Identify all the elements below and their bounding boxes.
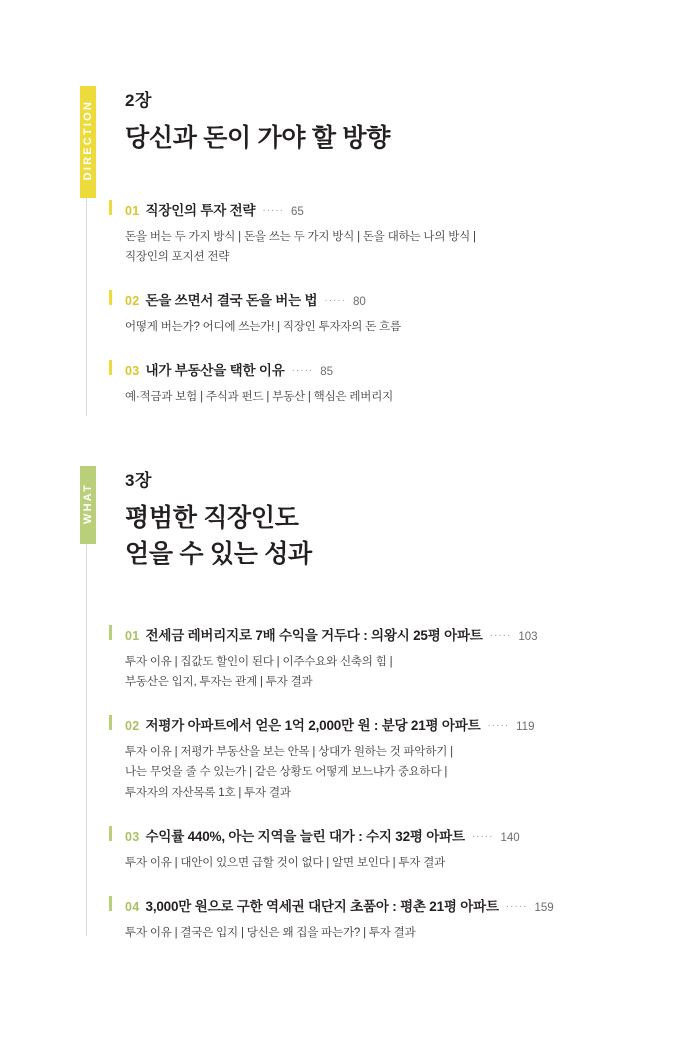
entry-number: 02 <box>125 293 140 308</box>
chapter-section-2 <box>78 86 635 407</box>
entry-page-number: 159 <box>534 901 554 914</box>
entry-number: 02 <box>125 719 140 734</box>
entry-subtopics <box>125 387 635 407</box>
entry-title[interactable]: 직장인의 투자 전략 <box>145 202 256 218</box>
entry-leader-dots: ····· <box>262 204 285 216</box>
side-tag-label: WHAT <box>81 482 94 524</box>
entry-title[interactable]: 저평가 아파트에서 얻은 1억 2,000만 원 : 분당 21평 아파트 <box>145 718 481 734</box>
chapter-entries <box>125 624 635 943</box>
toc-entry[interactable] <box>125 289 635 337</box>
entry-marker-icon <box>109 360 112 375</box>
entry-leader-dots: ····· <box>471 830 494 842</box>
entry-subtopic-line: 부동산은 입지, 투자는 관계 | 투자 결과 <box>125 676 313 689</box>
entry-subtopic-line: 투자 이유 | 저평가 부동산을 보는 안목 | 상대가 원하는 것 파악하기 | <box>125 746 453 759</box>
entry-subtopics <box>125 742 635 802</box>
entry-leader-dots: ····· <box>505 900 528 912</box>
chapter-entries <box>125 199 635 408</box>
entry-title[interactable]: 돈을 쓰면서 결국 돈을 버는 법 <box>145 292 318 308</box>
entry-number: 03 <box>125 829 140 844</box>
chapter-number: 2장 <box>125 91 152 110</box>
entry-subtopic-line: 어떻게 버는가? 어디에 쓰는가! | 직장인 투자자의 돈 흐름 <box>125 320 401 333</box>
entry-subtopic-line: 투자 이유 | 집값도 할인이 된다 | 이주수요와 신축의 힘 | <box>125 656 393 668</box>
entry-subtopics <box>125 923 635 943</box>
entry-page-number: 140 <box>500 831 520 844</box>
entry-subtopic-line: 예·적금과 보험 | 주식과 펀드 | 부동산 | 핵심은 레버리지 <box>125 390 394 403</box>
entry-page-number: 80 <box>353 295 366 308</box>
entry-subtopics <box>125 652 635 692</box>
toc-entry[interactable] <box>125 359 635 407</box>
entry-marker-icon <box>109 715 112 730</box>
entry-number: 03 <box>125 363 140 378</box>
entry-title[interactable]: 전세금 레버리지로 7배 수익을 거두다 : 의왕시 25평 아파트 <box>145 628 483 643</box>
entry-subtopic-line: 투자자의 자산목록 1호 | 투자 결과 <box>125 786 291 799</box>
entry-leader-dots: ····· <box>324 294 347 306</box>
chapter-title <box>125 121 635 157</box>
side-tag-label: DIRECTION <box>81 99 94 181</box>
entry-leader-dots: ····· <box>291 364 314 376</box>
toc-entry[interactable] <box>125 895 635 943</box>
entry-subtopic-line: 투자 이유 | 결국은 입지 | 당신은 왜 집을 파는가? | 투자 결과 <box>125 926 416 939</box>
entry-leader-dots: ····· <box>487 720 510 732</box>
entry-leader-dots: ····· <box>489 630 512 641</box>
entry-subtopics <box>125 853 635 873</box>
entry-page-number: 103 <box>518 631 538 643</box>
chapter-title-line: 평범한 직장인도 <box>125 504 299 532</box>
toc-entry[interactable] <box>125 624 635 692</box>
chapter-number: 3장 <box>125 471 152 490</box>
toc-entry[interactable] <box>125 199 635 267</box>
entry-title[interactable]: 3,000만 원으로 구한 역세권 대단지 초품아 : 평촌 21평 아파트 <box>145 898 499 914</box>
chapter-title-line: 얻을 수 있는 성과 <box>125 539 312 568</box>
entry-title[interactable]: 수익률 440%, 아는 지역을 늘린 대가 : 수지 32평 아파트 <box>145 828 465 844</box>
entry-subtopic-line: 투자 이유 | 대안이 있으면 급할 것이 없다 | 알면 보인다 | 투자 결과 <box>125 856 446 869</box>
chapter-section-3 <box>78 466 635 943</box>
entry-marker-icon <box>109 625 112 640</box>
entry-page-number: 119 <box>516 721 535 734</box>
entry-marker-icon <box>109 290 112 305</box>
entry-title[interactable]: 내가 부동산을 택한 이유 <box>145 362 285 378</box>
entry-number: 01 <box>125 629 140 643</box>
entry-marker-icon <box>109 826 112 841</box>
chapter-heading <box>125 466 635 572</box>
entry-subtopics <box>125 317 635 337</box>
entry-marker-icon <box>109 200 112 215</box>
entry-page-number: 65 <box>291 205 304 218</box>
entry-subtopic-line: 나는 무엇을 줄 수 있는가 | 같은 상황도 어떻게 보느냐가 중요하다 | <box>125 766 448 779</box>
chapter-title-line: 당신과 돈이 가야 할 방향 <box>125 124 391 152</box>
entry-subtopic-line: 돈을 버는 두 가지 방식 | 돈을 쓰는 두 가지 방식 | 돈을 대하는 나의 방식 | <box>125 230 476 243</box>
chapter-side-tag-direction <box>78 86 98 198</box>
entry-marker-icon <box>109 896 112 911</box>
chapter-title <box>125 501 635 572</box>
chapter-heading <box>125 86 635 157</box>
entry-subtopics <box>125 227 635 267</box>
entry-number: 01 <box>125 203 140 218</box>
chapter-side-tag-what <box>78 466 98 544</box>
toc-entry[interactable] <box>125 825 635 873</box>
toc-entry[interactable] <box>125 714 635 802</box>
entry-number: 04 <box>125 899 140 914</box>
entry-subtopic-line: 직장인의 포지션 전략 <box>125 250 230 263</box>
entry-page-number: 85 <box>320 365 334 378</box>
